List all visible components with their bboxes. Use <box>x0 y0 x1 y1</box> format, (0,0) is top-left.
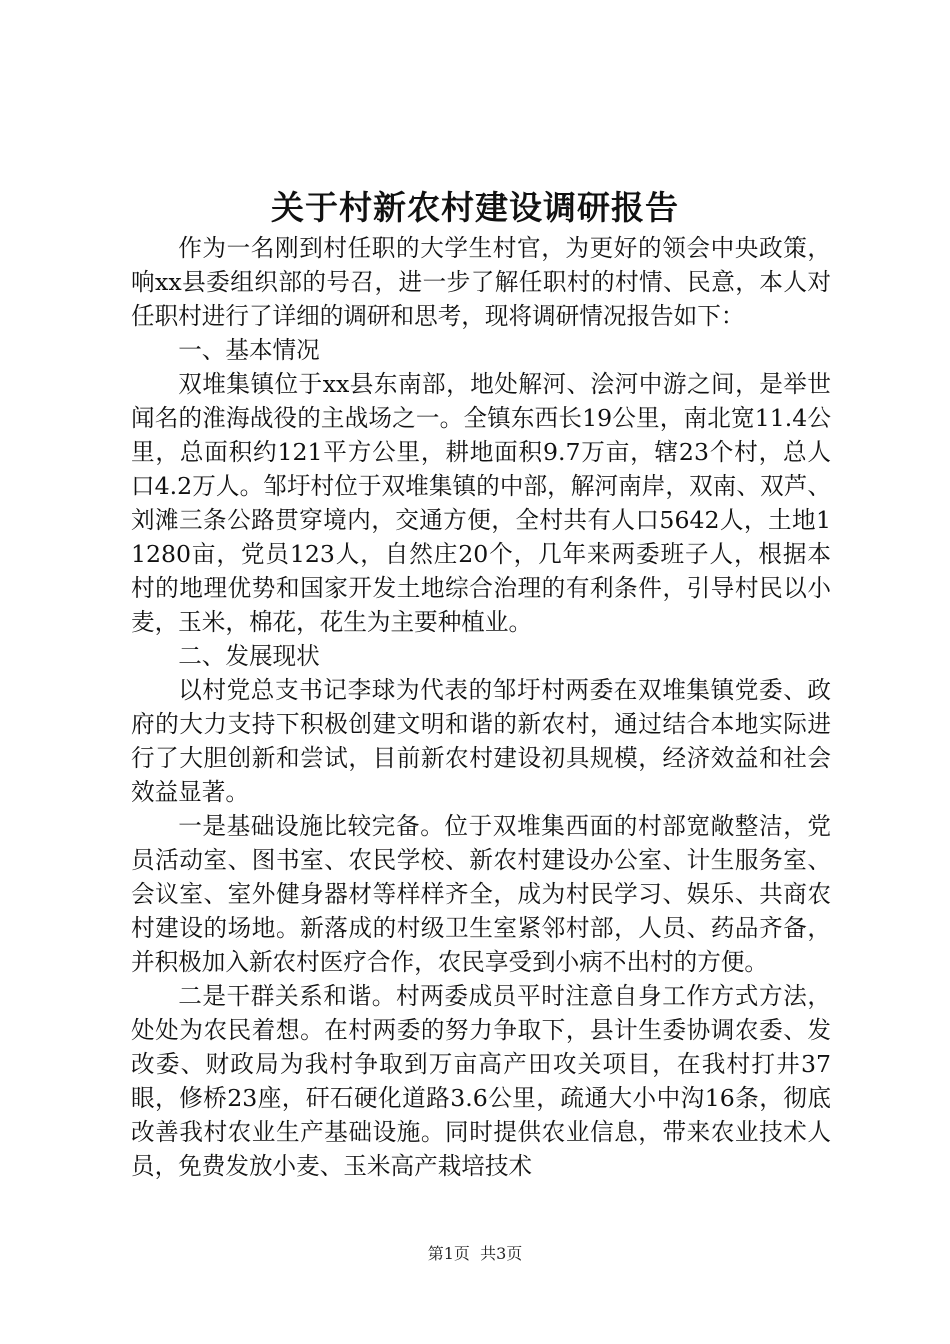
footer-spacer <box>470 1244 480 1263</box>
document-title: 关于村新农村建设调研报告 <box>271 188 679 227</box>
section-heading-basic: 一、基本情况 <box>178 336 320 364</box>
paragraph-infrastructure: 一是基础设施比较完备。位于双堆集西面的村部宽敞整洁，党员活动室、图书室、农民学校、新农村建设办公室、计生服务室、会议室、室外健身器材等样样齐全，成为村民学习、娱乐、共商农村建设的场地。新落成的村级卫生室紧邻村部，人员、药品齐备，并积极加入新农村医疗合作，农民享受到小病不出村的方便。 <box>131 812 831 976</box>
paragraph-relations: 二是干群关系和谐。村两委成员平时注意自身工作方式方法，处处为农民着想。在村两委的努力争取下，县计生委协调农委、发改委、财政局为我村争取到万亩高产田攻关项目，在我村打井37眼，修桥23座，矸石硬化道路3.6公里，疏通大小中沟16条，彻底改善我村农业生产基础设施。同时提供农业信息，带来农业技术人员，免费发放小麦、玉米高产栽培技术 <box>131 982 831 1180</box>
page-total: 共3页 <box>480 1244 523 1263</box>
page-number: 第1页 <box>427 1244 470 1263</box>
paragraph-basic-situation: 双堆集镇位于xx县东南部，地处解河、浍河中游之间，是举世闻名的淮海战役的主战场之一。全镇东西长19公里，南北宽11.4公里，总面积约121平方公里，耕地面积9.7万亩，辖23个村，总人口4.2万人。邹圩村位于双堆集镇的中部，解河南岸，双南、双芦、刘滩三条公路贯穿境内，交通方便，全村共有人口5642人，土地11280亩，党员123人，自然庄20个，几年来两委班子人，根据本村的地理优势和国家开发土地综合治理的有利条件，引导村民以小麦，玉米，棉花，花生为主要种植业。 <box>131 370 831 636</box>
page-footer <box>0 1243 950 1265</box>
document-body <box>131 231 831 1181</box>
paragraph-status-overview: 以村党总支书记李球为代表的邹圩村两委在双堆集镇党委、政府的大力支持下积极创建文明和谐的新农村，通过结合本地实际进行了大胆创新和尝试，目前新农村建设初具规模，经济效益和社会效益显著。 <box>131 676 831 806</box>
section-heading-status: 二、发展现状 <box>178 642 320 670</box>
paragraph-intro: 作为一名刚到村任职的大学生村官，为更好的领会中央政策，响xx县委组织部的号召，进一步了解任职村的村情、民意，本人对任职村进行了详细的调研和思考，现将调研情况报告如下： <box>131 234 831 330</box>
